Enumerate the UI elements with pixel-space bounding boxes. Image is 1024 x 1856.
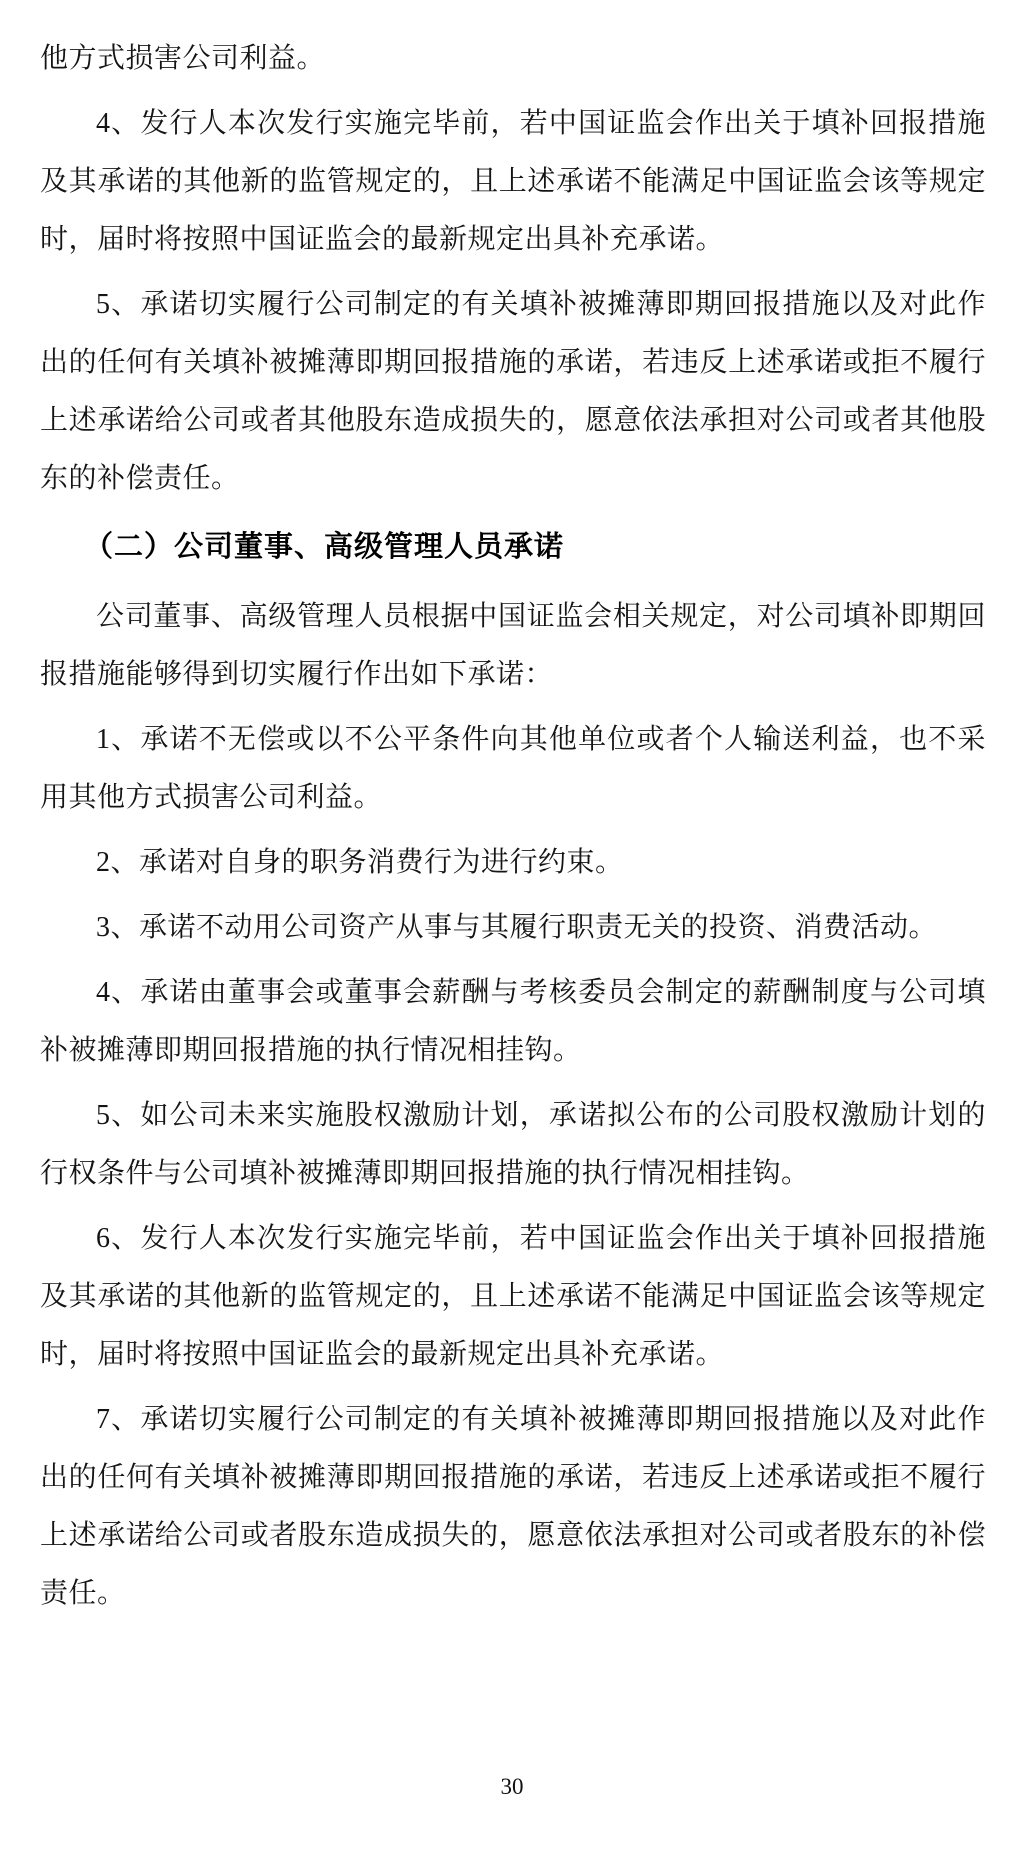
paragraph-item-4: 4、发行人本次发行实施完毕前，若中国证监会作出关于填补回报措施及其承诺的其他新的监管规定的，且上述承诺不能满足中国证监会该等规定时，届时将按照中国证监会的最新规定出具补充承诺。 — [40, 108, 986, 255]
commitment-item-4: 4、承诺由董事会或董事会薪酬与考核委员会制定的薪酬制度与公司填补被摊薄即期回报措施的执行情况相挂钩。 — [40, 977, 986, 1066]
paragraph-continuation: 他方式损害公司利益。 — [40, 43, 326, 74]
commitment-item-6: 6、发行人本次发行实施完毕前，若中国证监会作出关于填补回报措施及其承诺的其他新的监管规定的，且上述承诺不能满足中国证监会该等规定时，届时将按照中国证监会的最新规定出具补充承诺。 — [40, 1223, 986, 1370]
commitment-item-3: 3、承诺不动用公司资产从事与其履行职责无关的投资、消费活动。 — [96, 912, 938, 943]
section-heading: （二）公司董事、高级管理人员承诺 — [84, 531, 565, 563]
page-number: 30 — [500, 1774, 524, 1799]
commitment-item-2: 2、承诺对自身的职务消费行为进行约束。 — [96, 847, 624, 878]
paragraph-item-5: 5、承诺切实履行公司制定的有关填补被摊薄即期回报措施以及对此作出的任何有关填补被摊薄即期回报措施的承诺，若违反上述承诺或拒不履行上述承诺给公司或者其他股东造成损失的，愿意依法承担对公司或者其他股东的补偿责任。 — [40, 289, 986, 494]
section-intro-paragraph: 公司董事、高级管理人员根据中国证监会相关规定，对公司填补即期回报措施能够得到切实履行作出如下承诺： — [40, 601, 986, 690]
commitment-item-5: 5、如公司未来实施股权激励计划，承诺拟公布的公司股权激励计划的行权条件与公司填补被摊薄即期回报措施的执行情况相挂钩。 — [40, 1100, 986, 1189]
commitment-item-7: 7、承诺切实履行公司制定的有关填补被摊薄即期回报措施以及对此作出的任何有关填补被摊薄即期回报措施的承诺，若违反上述承诺或拒不履行上述承诺给公司或者股东造成损失的，愿意依法承担对公司或者股东的补偿责任。 — [40, 1404, 986, 1609]
commitment-item-1: 1、承诺不无偿或以不公平条件向其他单位或者个人输送利益，也不采用其他方式损害公司利益。 — [40, 724, 986, 813]
